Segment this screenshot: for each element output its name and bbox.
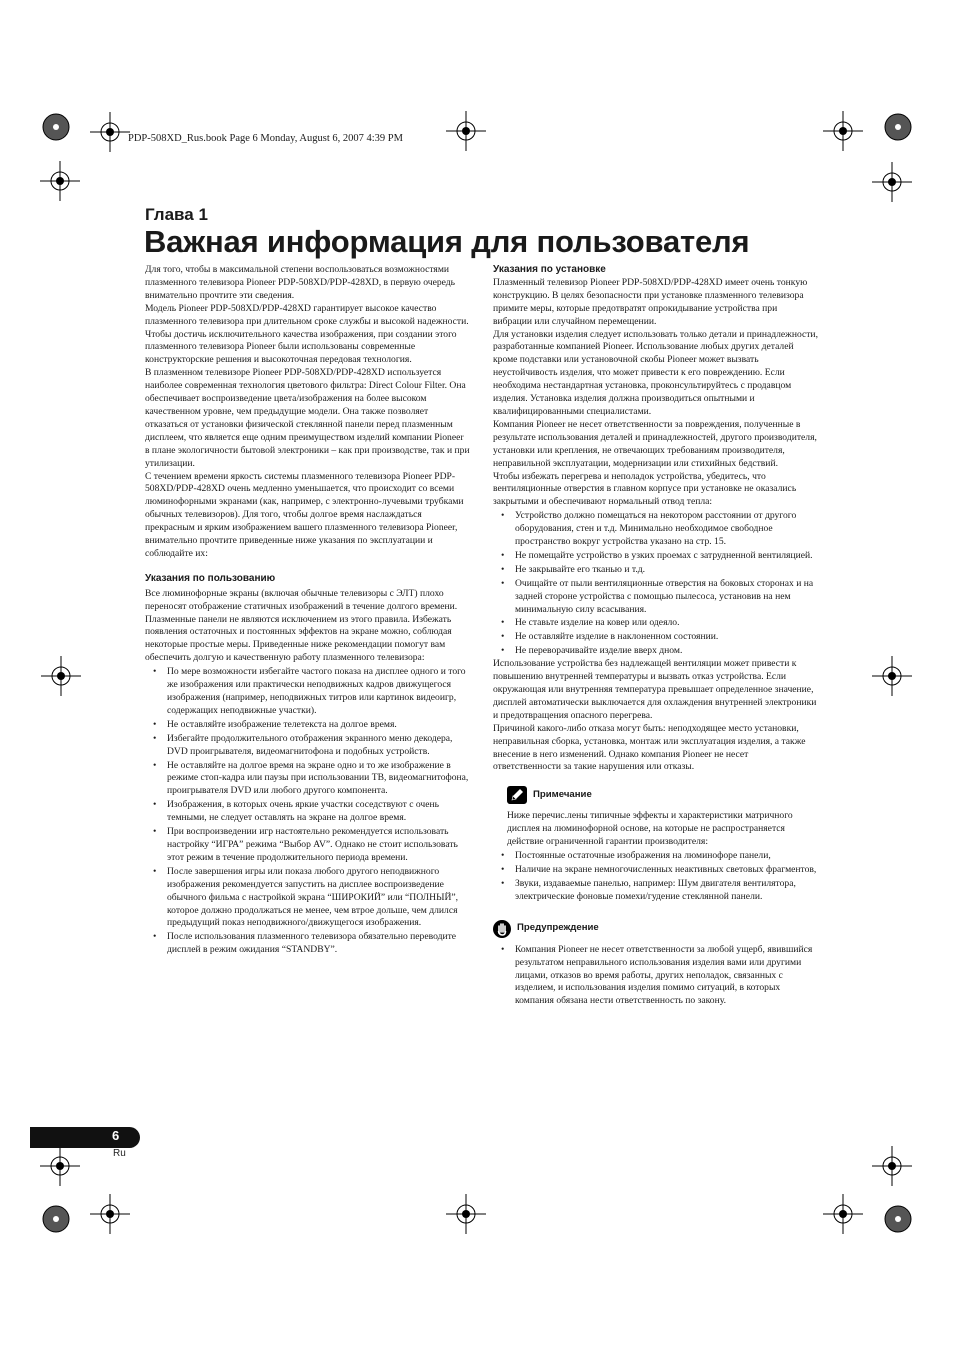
intro-paragraph: В плазменном телевизоре Pioneer PDP-508XD/PDP-428XD используется наиболее современная технология цветового фильтра: Direct Colour Filter. Она обеспечивает воспроизведение цвета/изображения на более высоком качественном уровне, чем предыдущие модели. Она также позволяет отказаться от установки физической стеклянной панели перед плазменным дисплеем, что является еще одним преимуществом изделий компании Pioneer в плане экологичности бытовой электроники – как при производстве, так и при утилизации. (145, 367, 470, 469)
note-body (493, 810, 818, 849)
list-item: • Не оставляйте изделие в наклоненном состоянии. (493, 631, 818, 644)
list-item: • По мере возможности избегайте частого показа на дисплее одного и того же изображения или практически неподвижных кадров движущегося изображения (например, неподвижных титров или картинок видеоигр, содержащих неподвижные участки). (145, 666, 470, 718)
install-paragraph: Компания Pioneer не несет ответственности за повреждения, полученные в результате использования деталей и принадлежностей, другого производителя, установки или крепления, не отвечающих требованиям производителя, неправильной эксплуатации, модернизации или стихийных бедствий. (493, 418, 817, 469)
usage-heading: Указания по пользованию (145, 572, 276, 584)
list-item: • Не ставьте изделие на ковер или одеяло. (493, 617, 818, 630)
install-paragraph: Для установки изделия следует использовать только детали и принадлежности, разработанные компанией Pioneer. Использование любых других деталей кроме подставки или установочной скобы Pioneer может вызвать неустойчивость изделия, что может привести к его повреждению. Если необходима нестандартная установка, проконсультируйтесь с продавцом изделия. Установка изделия должна производиться опытными и квалифицированными специалистами. (493, 328, 818, 417)
language-code: Ru (113, 1148, 126, 1159)
left-column (145, 264, 470, 957)
stop-hand-icon (493, 920, 511, 938)
print-header: PDP-508XD_Rus.book Page 6 Monday, August 6, 2007 4:39 PM (128, 133, 403, 144)
chapter-label: Глава 1 (145, 205, 208, 224)
page-number-tab (30, 1127, 140, 1148)
list-item: • Очищайте от пыли вентиляционные отверстия на боковых сторонах и на задней стороне устройства с помощью пылесоса, установив на нем минимальную силу всасывания. (493, 578, 818, 617)
right-column (493, 264, 818, 1008)
pencil-note-icon (507, 786, 527, 804)
install-list (493, 510, 818, 658)
note-label: Примечание (533, 788, 592, 800)
list-item: • Компания Pioneer не несет ответственности за любой ущерб, явившийся результатом неправильного использования изделия вами или другими лицами, отказов во время работы, других неполадок, связанных с изделием, и использования изделия помимо ситуаций, в которых компания обязана нести ответственность по закону. (493, 944, 818, 1009)
list-item: • Изображения, в которых очень яркие участки соседствуют с очень темными, не следует оставлять на экране на долгое время. (145, 799, 470, 825)
usage-intro: Все люминофорные экраны (включая обычные телевизоры с ЭЛТ) плохо переносят отображение статичных изображений в течение долгого времени. Плазменные панели не являются исключением из этого правила. Избежать появления остаточных и постоянных эффектов на экране можно, соблюдая некоторые простые меры. Приведенные ниже рекомендации помогут вам обеспечить долгую и качественную работу плазменного телевизора: (145, 587, 458, 664)
failure-paragraph: Причиной какого-либо отказа могут быть: неподходящее место установки, неправильная сборка, установка, монтаж или эксплуатация изделия, а также внесение в него изменений. Однако компания Pioneer не несет ответственности за такие нарушения или отказы. (493, 722, 806, 773)
list-item: • Постоянные остаточные изображения на люминофоре панели, (493, 850, 818, 863)
note-list (493, 850, 818, 904)
list-item: • После использования плазменного телевизора обязательно переводите дисплей в режим ожидания “STANDBY”. (145, 931, 470, 957)
intro-paragraph: Модель Pioneer PDP-508XD/PDP-428XD гарантирует высокое качество плазменного телевизора при длительном сроке службы и высокой надежности. Чтобы достичь исключительного качества изображения, при создании этого плазменного телевизора Pioneer были использованы современные конструкторские решения и высокоточная передовая технология. (145, 302, 469, 366)
list-item: • Не переворачивайте изделие вверх дном. (493, 645, 818, 658)
install-heading: Указания по установке (493, 264, 606, 275)
warning-list (493, 944, 818, 1009)
list-item: • После завершения игры или показа любого другого неподвижного изображения рекомендуется запустить на дисплее воспроизведение обычного фильма с настройкой экрана “ШИРОКИЙ” или “ПОЛНЫЙ”, которое должно продолжаться не менее, чем втрое дольше, чем длился предыдущий показ неподвижного/движущегося изображения. (145, 866, 470, 931)
list-item: • При воспроизведении игр настоятельно рекомендуется использовать настройку “ИГРА” режима “Выбор AV”. Однако не стоит использовать этот режим в течение продолжительного периода времени. (145, 826, 470, 865)
list-item: • Звуки, издаваемые панелью, например: Шум двигателя вентилятора, электрические фоновые помехи/гудение стеклянной панели. (493, 878, 818, 904)
list-item: • Не оставляйте изображение телетекста на долгое время. (145, 719, 470, 732)
list-item: • Не оставляйте на долгое время на экране одно и то же изображение в режиме стоп-кадра или паузы при использовании ТВ, видеомагнитофона, проигрывателя DVD или любого другого компонента. (145, 760, 470, 799)
install-paragraph: Плазменный телевизор Pioneer PDP-508XD/PDP-428XD имеет очень тонкую конструкцию. В целях безопасности при установке плазменного телевизора примите меры, которые предотвратят опрокидывание устройства при вибрации или случайном перемещении. (493, 276, 808, 327)
note-header (493, 786, 818, 804)
ventilation-paragraph: Использование устройства без надлежащей вентиляции может привести к повышению внутренней температуры и вызвать отказ устройства. Если окружающая или внутренняя температура превышает определенное значение, дисплей автоматически выключается для охлаждения внутренней электроники и предотвращения опасного перегрева. (493, 658, 817, 721)
intro-paragraph: Для того, чтобы в максимальной степени воспользоваться возможностями плазменного телевизора Pioneer PDP-508XD/PDP-428XD, в первую очередь внимательно прочтите эти сведения. (145, 264, 456, 301)
page-number: 6 (112, 1128, 120, 1143)
list-item: • Наличие на экране немногочисленных неактивных световых фрагментов, (493, 864, 818, 877)
usage-list (145, 666, 470, 957)
list-item: • Устройство должно помещаться на некотором расстоянии от другого оборудования, стен и т.д. Минимально необходимое свободное пространство вокруг устройства указано на стр. 15. (493, 510, 818, 549)
warning-label: Предупреждение (517, 922, 599, 934)
note-intro: Ниже перечис.лены типичные эффекты и характеристики матричного дисплея на люминофорной основе, на которые не распространяется действие ограниченной гарантии производителя: (507, 810, 793, 848)
page-title: Важная информация для пользователя (144, 224, 750, 259)
list-item: • Не закрывайте его тканью и т.д. (493, 564, 818, 577)
intro-paragraph: С течением времени яркость системы плазменного телевизора Pioneer PDP-508XD/PDP-428XD очень медленно уменьшается, что происходит со всеми люминофорными экранами (как, например, с электронно-лучевыми трубками обычных телевизоров). Для того, чтобы долгое время наслаждаться прекрасным и ярким изображением вашего плазменного телевизора Pioneer, внимательно прочтите приведенные ниже указания по эксплуатации и соблюдайте их: (145, 470, 464, 559)
list-item: • Не помещайте устройство в узких проемах с затрудненной вентиляцией. (493, 550, 818, 563)
install-paragraph: Чтобы избежать перегрева и неполадок устройства, убедитесь, что вентиляционные отверстия в главном корпусе при установке не оказались закрытыми и обеспечивают нормальный отвод тепла: (493, 470, 797, 508)
warning-header (493, 920, 818, 938)
list-item: • Избегайте продолжительного отображения экранного меню декодера, DVD проигрывателя, видеомагнитофона и подобных устройств. (145, 733, 470, 759)
